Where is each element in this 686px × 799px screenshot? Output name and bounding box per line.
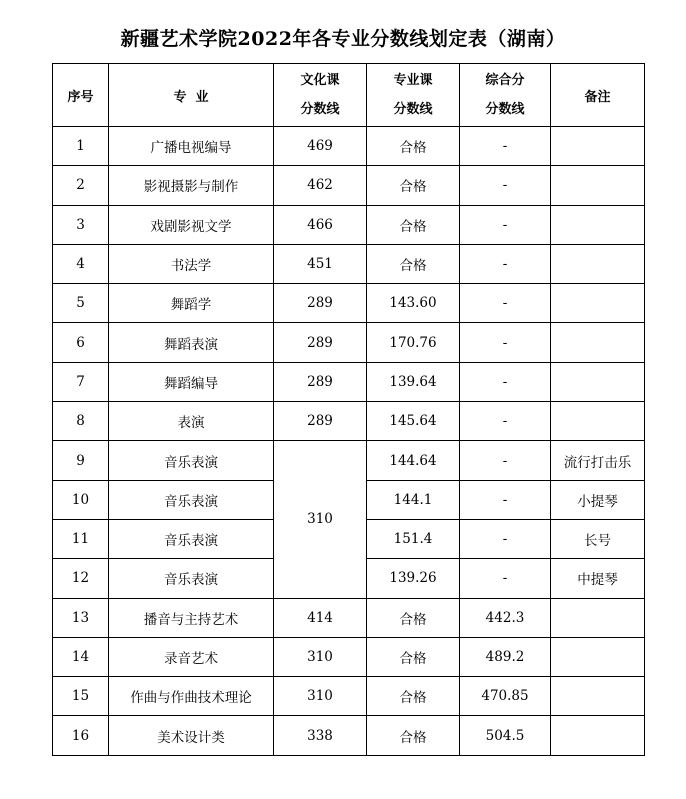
cell-professional: 合格 <box>367 166 460 205</box>
cell-index: 2 <box>53 166 109 205</box>
cell-index: 10 <box>53 480 109 519</box>
header-professional-line2: 分数线 <box>393 102 433 117</box>
table-row <box>53 362 645 401</box>
table-row <box>53 598 645 637</box>
cell-major: 影视摄影与制作 <box>109 166 274 205</box>
cell-composite: - <box>460 519 551 558</box>
cell-composite: 442.3 <box>460 598 551 637</box>
cell-remark <box>551 402 645 441</box>
cell-composite: 470.85 <box>460 677 551 716</box>
cell-professional: 合格 <box>367 244 460 283</box>
cell-major: 广播电视编导 <box>109 127 274 166</box>
cell-major: 舞蹈编导 <box>109 362 274 401</box>
cell-remark <box>551 598 645 637</box>
header-professional-score <box>367 64 460 127</box>
cell-culture: 289 <box>274 362 367 401</box>
table-row <box>53 441 645 480</box>
cell-professional: 144.1 <box>367 480 460 519</box>
cell-culture: 338 <box>274 716 367 755</box>
cell-culture: 289 <box>274 284 367 323</box>
cell-composite: - <box>460 284 551 323</box>
header-culture-score <box>274 64 367 127</box>
cell-composite: 489.2 <box>460 637 551 676</box>
cell-remark <box>551 244 645 283</box>
cell-remark: 小提琴 <box>551 480 645 519</box>
cell-major: 戏剧影视文学 <box>109 205 274 244</box>
cell-culture: 469 <box>274 127 367 166</box>
cell-major: 音乐表演 <box>109 480 274 519</box>
cell-culture: 414 <box>274 598 367 637</box>
cell-professional: 合格 <box>367 598 460 637</box>
cell-major: 作曲与作曲技术理论 <box>109 677 274 716</box>
cell-remark <box>551 284 645 323</box>
cell-composite: - <box>460 362 551 401</box>
table-row <box>53 677 645 716</box>
cell-composite: - <box>460 166 551 205</box>
cell-index: 13 <box>53 598 109 637</box>
table-row <box>53 127 645 166</box>
cell-major: 表演 <box>109 402 274 441</box>
cell-index: 16 <box>53 716 109 755</box>
cell-remark: 中提琴 <box>551 559 645 598</box>
cell-composite: - <box>460 441 551 480</box>
cell-index: 11 <box>53 519 109 558</box>
cell-professional: 合格 <box>367 637 460 676</box>
cell-professional: 143.60 <box>367 284 460 323</box>
cell-remark: 长号 <box>551 519 645 558</box>
cell-culture: 289 <box>274 402 367 441</box>
table-row <box>53 284 645 323</box>
cell-remark <box>551 166 645 205</box>
cell-major: 舞蹈学 <box>109 284 274 323</box>
cell-composite: - <box>460 205 551 244</box>
table-row <box>53 205 645 244</box>
cell-major: 舞蹈表演 <box>109 323 274 362</box>
cell-professional: 合格 <box>367 205 460 244</box>
cell-remark <box>551 323 645 362</box>
cell-index: 3 <box>53 205 109 244</box>
cell-remark <box>551 205 645 244</box>
page-title: 新疆艺术学院2022年各专业分数线划定表（湖南） <box>120 28 566 50</box>
table-row <box>53 637 645 676</box>
cell-culture: 289 <box>274 323 367 362</box>
cell-culture: 462 <box>274 166 367 205</box>
cell-index: 1 <box>53 127 109 166</box>
cell-culture: 451 <box>274 244 367 283</box>
cell-professional: 144.64 <box>367 441 460 480</box>
cell-composite: - <box>460 127 551 166</box>
cell-index: 14 <box>53 637 109 676</box>
cell-major: 播音与主持艺术 <box>109 598 274 637</box>
header-composite-line2: 分数线 <box>485 102 525 117</box>
cell-professional: 合格 <box>367 677 460 716</box>
cell-index: 7 <box>53 362 109 401</box>
cell-remark <box>551 637 645 676</box>
cell-composite: - <box>460 480 551 519</box>
cell-major: 音乐表演 <box>109 519 274 558</box>
cell-composite: - <box>460 402 551 441</box>
table-row <box>53 716 645 755</box>
cell-professional: 151.4 <box>367 519 460 558</box>
cell-major: 美术设计类 <box>109 716 274 755</box>
cell-remark <box>551 716 645 755</box>
header-index: 序号 <box>53 64 109 127</box>
cell-major: 录音艺术 <box>109 637 274 676</box>
header-culture-line2: 分数线 <box>300 102 340 117</box>
cell-culture: 310 <box>274 677 367 716</box>
cell-professional: 170.76 <box>367 323 460 362</box>
cell-composite: - <box>460 323 551 362</box>
cell-index: 6 <box>53 323 109 362</box>
cell-remark: 流行打击乐 <box>551 441 645 480</box>
cell-remark <box>551 362 645 401</box>
cell-index: 8 <box>53 402 109 441</box>
header-remark: 备注 <box>551 64 645 127</box>
score-table <box>52 63 645 756</box>
cell-composite: - <box>460 559 551 598</box>
cell-professional: 139.26 <box>367 559 460 598</box>
cell-index: 15 <box>53 677 109 716</box>
table-row <box>53 323 645 362</box>
header-row <box>53 64 645 127</box>
table-row <box>53 166 645 205</box>
cell-culture-merged: 310 <box>274 441 367 598</box>
header-major: 专 业 <box>109 64 274 127</box>
cell-index: 4 <box>53 244 109 283</box>
cell-professional: 合格 <box>367 127 460 166</box>
cell-index: 9 <box>53 441 109 480</box>
cell-index: 5 <box>53 284 109 323</box>
cell-major: 书法学 <box>109 244 274 283</box>
cell-index: 12 <box>53 559 109 598</box>
cell-remark <box>551 677 645 716</box>
cell-professional: 139.64 <box>367 362 460 401</box>
cell-professional: 合格 <box>367 716 460 755</box>
header-professional-line1: 专业课 <box>393 73 433 88</box>
cell-professional: 145.64 <box>367 402 460 441</box>
cell-remark <box>551 127 645 166</box>
cell-culture: 466 <box>274 205 367 244</box>
header-composite-line1: 综合分 <box>485 73 525 88</box>
header-culture-line1: 文化课 <box>300 73 340 88</box>
cell-composite: - <box>460 244 551 283</box>
cell-culture: 310 <box>274 637 367 676</box>
table-row <box>53 402 645 441</box>
cell-major: 音乐表演 <box>109 441 274 480</box>
cell-major: 音乐表演 <box>109 559 274 598</box>
table-row <box>53 244 645 283</box>
header-composite-score <box>460 64 551 127</box>
cell-composite: 504.5 <box>460 716 551 755</box>
